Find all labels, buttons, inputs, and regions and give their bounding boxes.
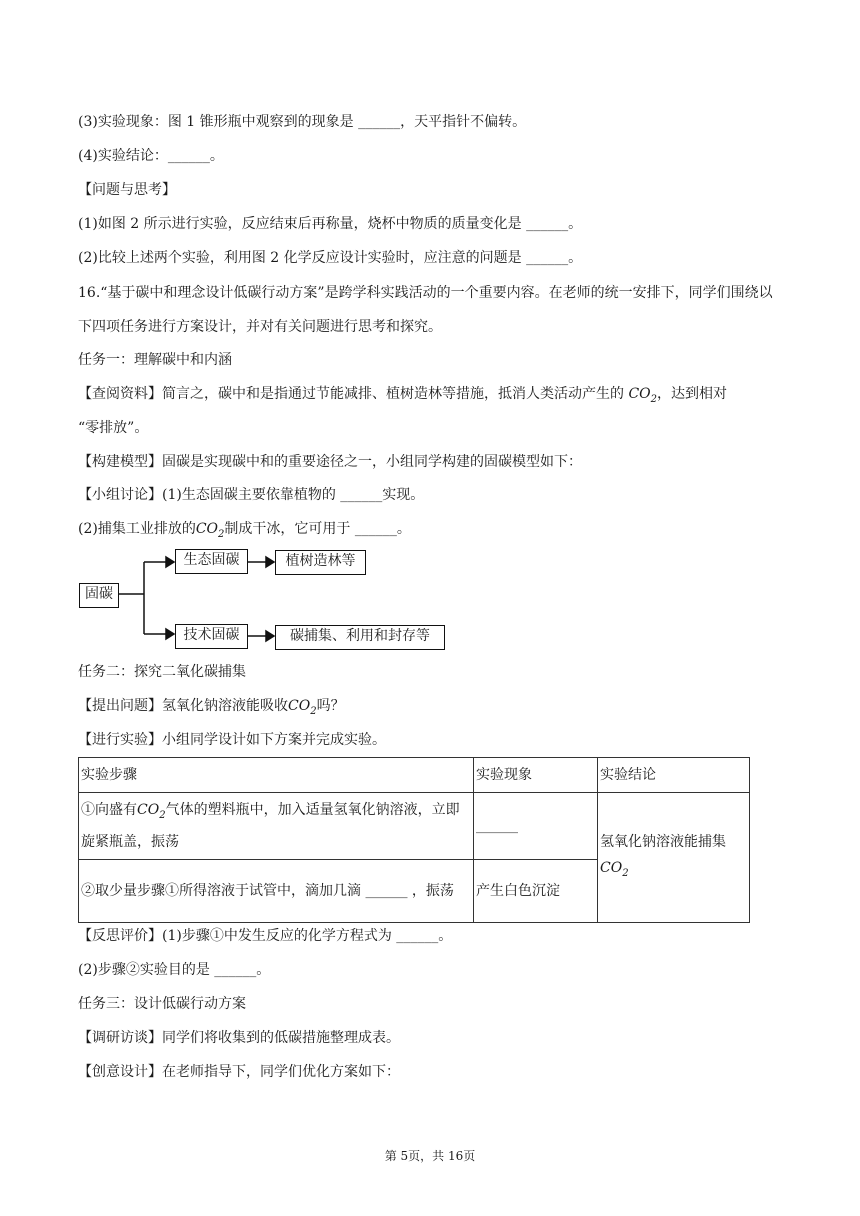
question-line: (1)如图 2 所示进行实验，反应结束后再称量，烧杯中物质的质量变化是 ______。 — [78, 216, 583, 232]
diagram-afforestation: 植树造林等 — [275, 550, 366, 575]
problem-16-intro: 16.“基于碳中和理念设计低碳行动方案”是跨学科实践活动的一个重要内容。在老师的统一安排下，同学们围绕以下四项任务进行方案设计，并对有关问题进行思考和探究。 — [78, 285, 773, 335]
chemical-formula: $CO_2$ — [195, 521, 225, 540]
text: 【查阅资料】简言之，碳中和是指通过节能减排、植树造林等措施，抵消人类活动产生的 — [78, 386, 624, 402]
page-footer: 第 5页，共 16页 — [384, 1149, 476, 1163]
section-heading: 【问题与思考】 — [78, 182, 176, 198]
diagram-capture-utilization-storage: 碳捕集、利用和封存等 — [275, 625, 445, 650]
paragraph-line: “零排放”。 — [78, 420, 149, 436]
paragraph-line — [78, 696, 345, 722]
phenomenon-1-cell: ______ — [474, 793, 598, 860]
paragraph-line: 【构建模型】固碳是实现碳中和的重要途径之一，小组同学构建的固碳模型如下： — [78, 454, 582, 470]
task-heading: 任务三：设计低碳行动方案 — [78, 996, 246, 1012]
header-conclusion: 实验结论 — [598, 758, 750, 793]
phenomenon-2-cell: 产生白色沉淀 — [474, 859, 598, 922]
header-step: 实验步骤 — [79, 758, 474, 793]
paragraph-line: 【创意设计】在老师指导下，同学们优化方案如下： — [78, 1064, 400, 1080]
experiment-table — [78, 757, 750, 923]
text: 【提出问题】氢氧化钠溶液能吸收 — [78, 698, 288, 714]
step-1-cell: ①向盛有$CO_2$气体的塑料瓶中，加入适量氢氧化钠溶液，立即旋紧瓶盖，振荡 — [79, 793, 474, 860]
table-header-row — [79, 758, 750, 793]
question-3-line: (3)实验现象：图 1 锥形瓶中观察到的现象是 ______，天平指针不偏转。 — [78, 114, 527, 130]
diagram-technical-fixation: 技术固碳 — [175, 624, 248, 649]
text: ，达到相对 — [657, 386, 728, 402]
text: (2)捕集工业排放的 — [78, 521, 196, 537]
table-row — [79, 793, 750, 860]
step-2-cell: ②取少量步骤①所得溶液于试管中，滴加几滴 ______ ，振荡 — [79, 859, 474, 922]
text: 制成干冰，它可用于 ______。 — [224, 521, 411, 537]
text: 吗？ — [316, 698, 345, 714]
diagram-root-carbon-fixation: 固碳 — [79, 583, 119, 608]
diagram-ecological-fixation: 生态固碳 — [175, 549, 248, 574]
conclusion-cell: 氢氧化钠溶液能捕集 $CO_2$ — [598, 793, 750, 923]
header-phenomenon: 实验现象 — [474, 758, 598, 793]
paragraph-line: (2)步骤②实验目的是 ______。 — [78, 962, 271, 978]
paragraph-line: 【进行实验】小组同学设计如下方案并完成实验。 — [78, 732, 386, 748]
chemical-formula: $CO_2$ — [288, 698, 317, 717]
task-heading: 任务二：探究二氧化碳捕集 — [78, 664, 246, 680]
question-4-line: (4)实验结论：______。 — [78, 148, 224, 164]
paragraph-line: 【小组讨论】(1)生态固碳主要依靠植物的 ______实现。 — [78, 487, 425, 503]
paragraph-line: 【调研访谈】同学们将收集到的低碳措施整理成表。 — [78, 1030, 400, 1046]
paragraph-line: 【反思评价】(1)步骤①中发生反应的化学方程式为 ______。 — [78, 928, 453, 944]
task-heading: 任务一：理解碳中和内涵 — [78, 352, 232, 368]
chemical-formula: $CO_2$ — [628, 386, 658, 405]
question-line: (2)比较上述两个实验，利用图 2 化学反应设计实验时，应注意的问题是 ______。 — [78, 250, 583, 266]
